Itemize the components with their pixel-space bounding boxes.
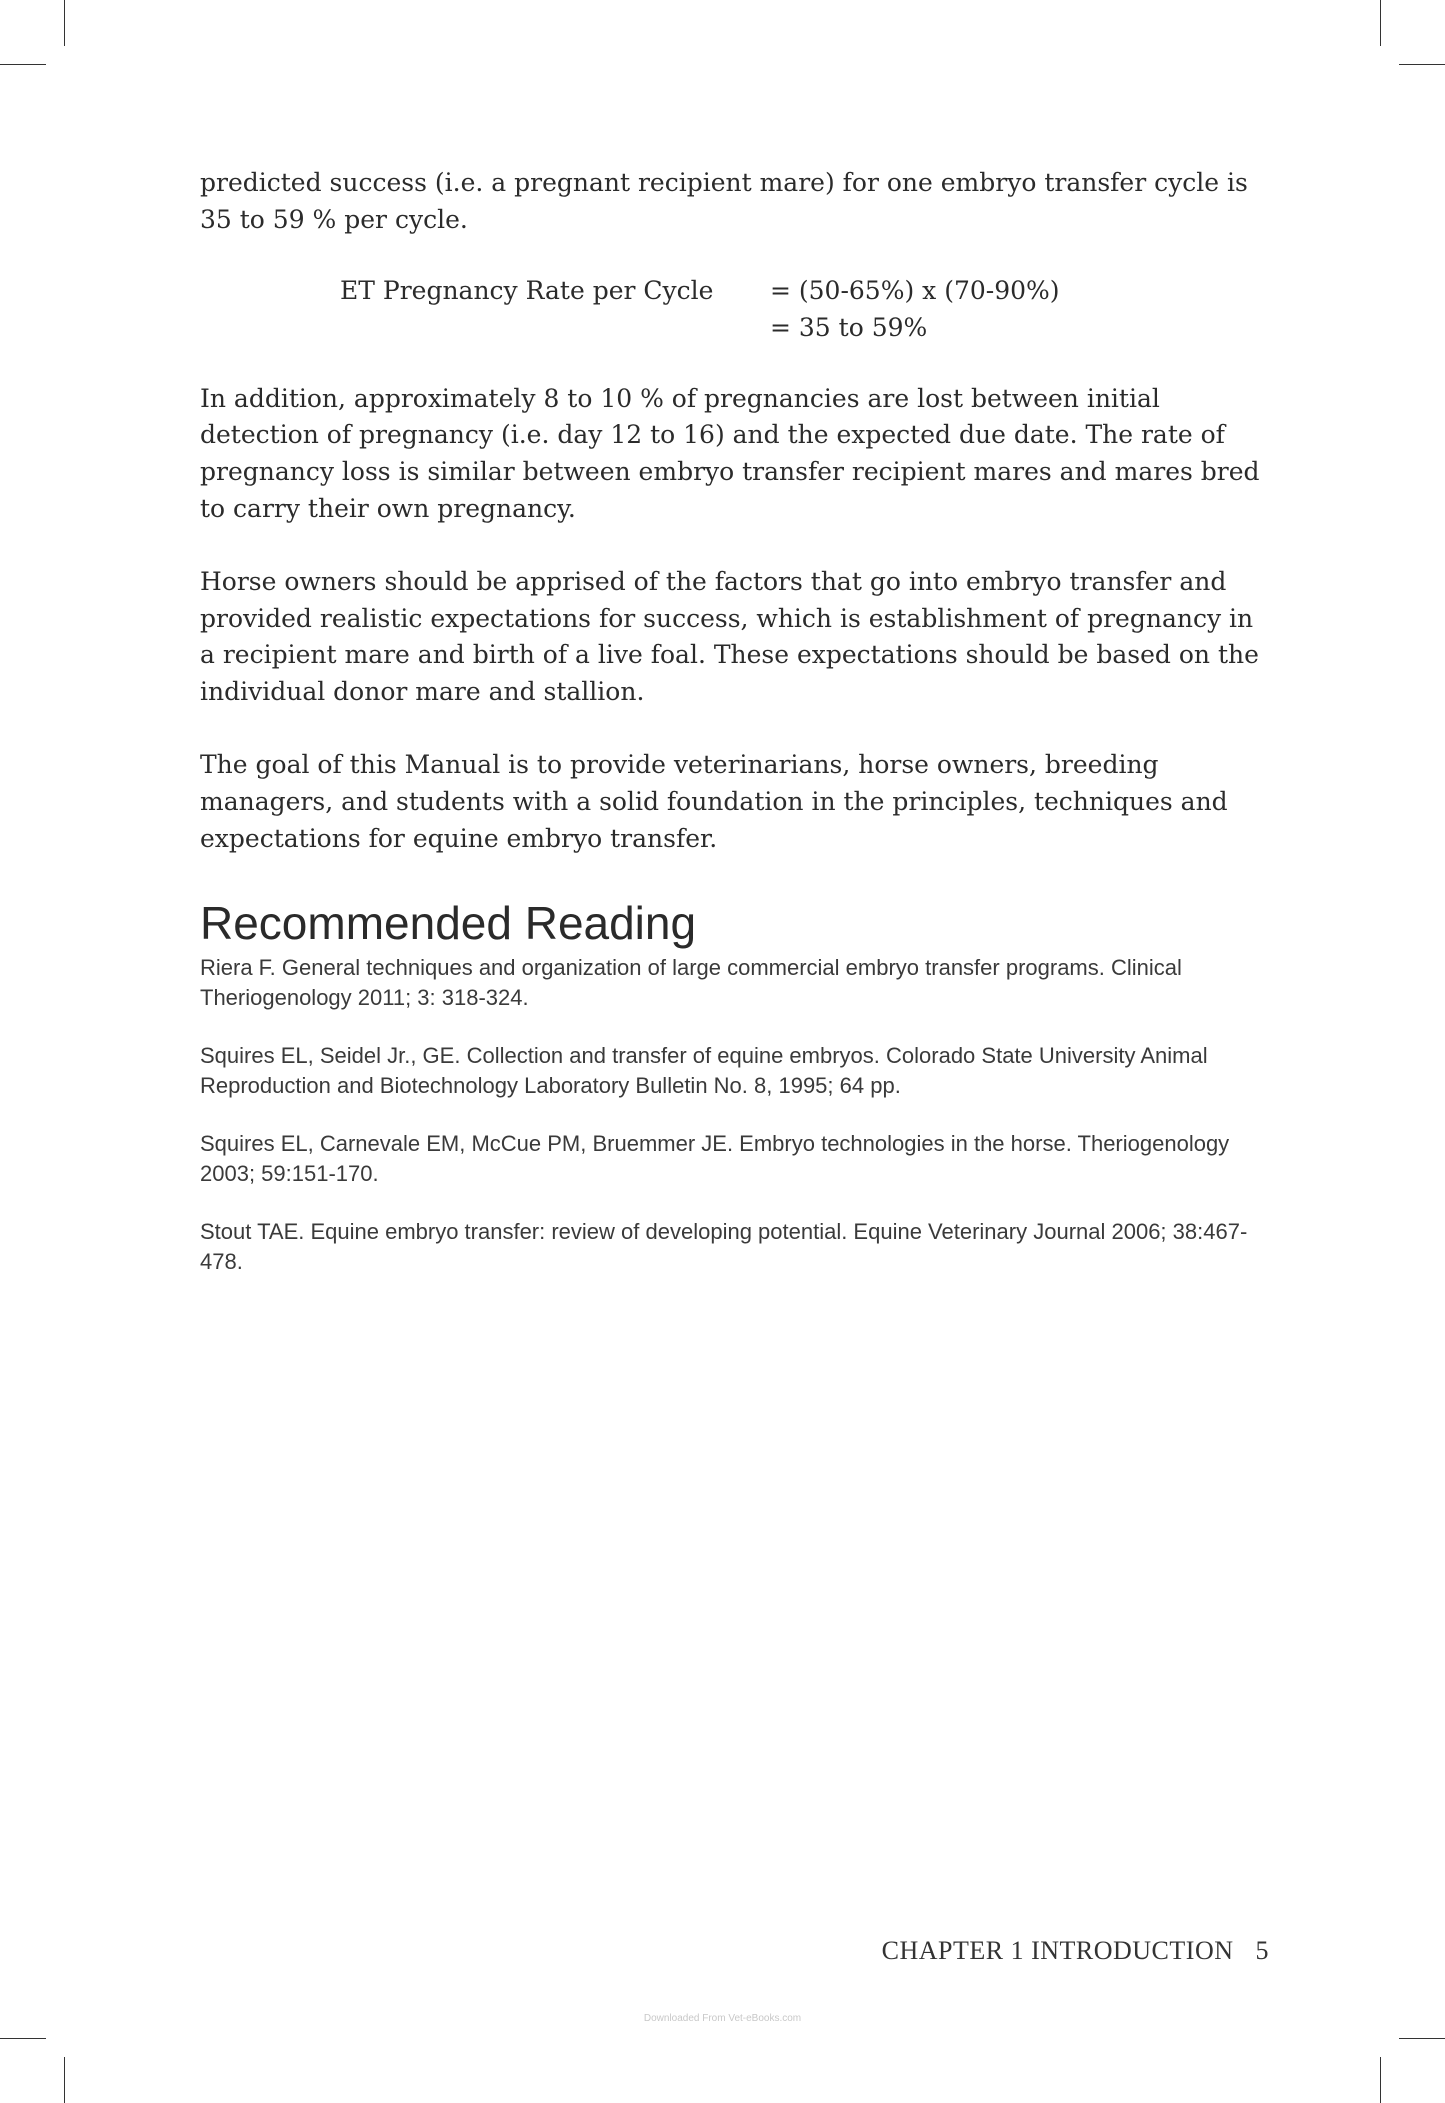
reference-item: Squires EL, Seidel Jr., GE. Collection and transfer of equine embryos. Colorado State University Animal Reproduction and Biotechnology Laboratory Bulletin No. 8, 1995; 64 pp. bbox=[200, 1043, 1208, 1098]
paragraph-manual-goal: The goal of this Manual is to provide veterinarians, horse owners, breeding managers, and students with a solid foundation in the principles, techniques and expectations for equine embryo transfer. bbox=[200, 749, 1228, 853]
page-number: 5 bbox=[1255, 1936, 1269, 1965]
crop-mark-bottom-right-vertical bbox=[1380, 2057, 1381, 2103]
crop-mark-top-right-horizontal bbox=[1399, 64, 1445, 65]
reference-list bbox=[200, 953, 1270, 1276]
crop-mark-top-left-vertical bbox=[64, 0, 65, 46]
crop-mark-top-right-vertical bbox=[1380, 0, 1381, 46]
formula-line-2: = 35 to 59% bbox=[770, 312, 928, 342]
crop-mark-bottom-left-horizontal bbox=[0, 2038, 46, 2039]
crop-mark-bottom-right-horizontal bbox=[1399, 2038, 1445, 2039]
crop-mark-bottom-left-vertical bbox=[64, 2057, 65, 2103]
chapter-title: CHAPTER 1 INTRODUCTION bbox=[881, 1936, 1234, 1965]
reference-item: Riera F. General techniques and organization of large commercial embryo transfer programs. Clinical Theriogenology 2011; 3: 318-324. bbox=[200, 955, 1182, 1010]
paragraph-intro-end: predicted success (i.e. a pregnant recipient mare) for one embryo transfer cycle is 35 to 59 % per cycle. bbox=[200, 168, 1248, 234]
paragraph-horse-owners: Horse owners should be apprised of the factors that go into embryo transfer and provided realistic expectations for success, which is establishment of pregnancy in a recipient mare and birth of a live foal. These expectations should be based on the individual donor mare and stallion. bbox=[200, 566, 1259, 707]
crop-mark-top-left-horizontal bbox=[0, 64, 46, 65]
download-watermark: Downloaded From Vet-eBooks.com bbox=[643, 2013, 802, 2024]
reference-item: Stout TAE. Equine embryo transfer: review of developing potential. Equine Veterinary Journal 2006; 38:467-478. bbox=[200, 1219, 1248, 1274]
page-content bbox=[200, 165, 1270, 1305]
formula-line-1: = (50-65%) x (70-90%) bbox=[770, 275, 1060, 305]
running-footer bbox=[882, 1936, 1269, 1966]
recommended-reading-heading: Recommended Reading bbox=[200, 897, 697, 950]
pregnancy-rate-formula bbox=[200, 273, 1270, 347]
paragraph-pregnancy-loss: In addition, approximately 8 to 10 % of pregnancies are lost between initial detection of pregnancy (i.e. day 12 to 16) and the expected due date. The rate of pregnancy loss is similar between embryo transfer recipient mares and mares bred to carry their own pregnancy. bbox=[200, 383, 1260, 523]
reference-item: Squires EL, Carnevale EM, McCue PM, Bruemmer JE. Embryo technologies in the horse. Theriogenology 2003; 59:151-170. bbox=[200, 1131, 1230, 1186]
formula-label: ET Pregnancy Rate per Cycle bbox=[340, 275, 714, 305]
